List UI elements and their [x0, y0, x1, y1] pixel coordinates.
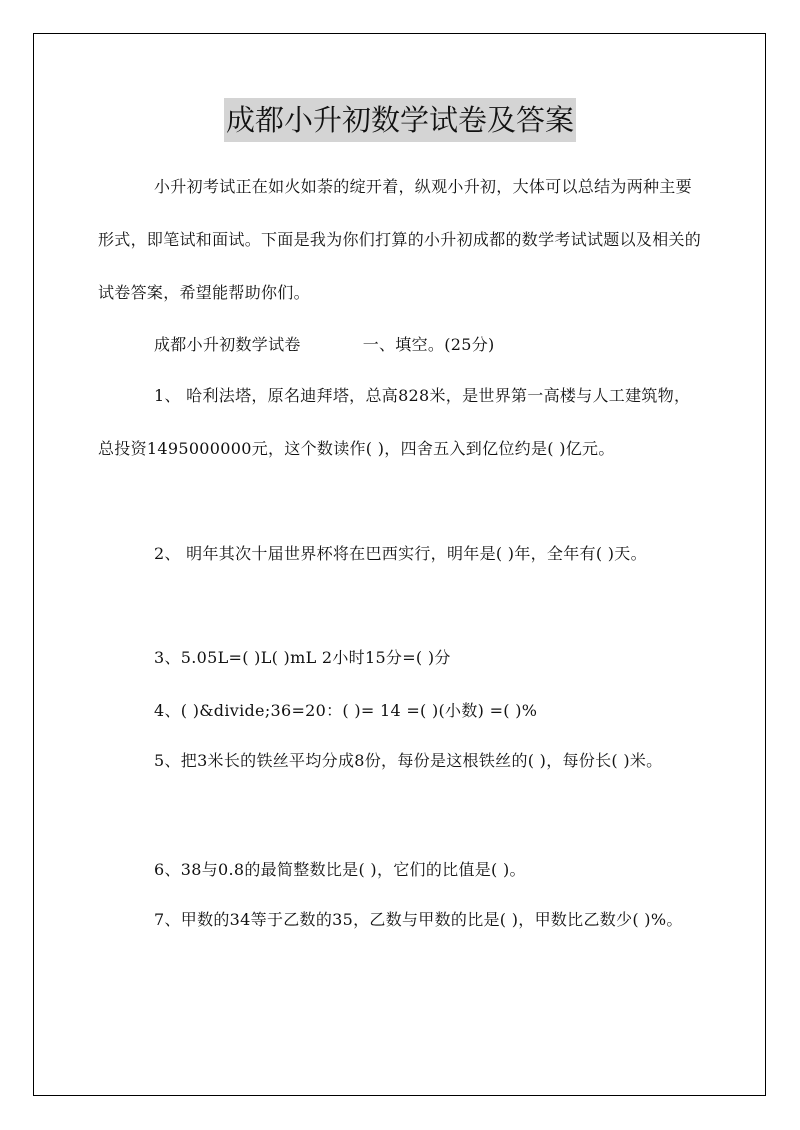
question-4: 4、( )&divide;36=20：( )= 14 =( )(小数) =( )%: [154, 701, 538, 720]
question-5: 5、把3米长的铁丝平均分成8份，每份是这根铁丝的( )，每份长( )米。: [154, 751, 663, 770]
question-3: 3、5.05L=( )L( )mL 2小时15分=( )分: [154, 648, 451, 667]
question-1: 1、 哈利法塔，原名迪拜塔，总高828米，是世界第一高楼与人工建筑物，总投资1495000000元，这个数读作( )，四舍五入到亿位约是( )亿元。: [98, 386, 691, 458]
intro-paragraph: 小升初考试正在如火如荼的绽开着，纵观小升初，大体可以总结为两种主要形式，即笔试和面试。下面是我为你们打算的小升初成都的数学考试试题以及相关的试卷答案，希望能帮助你们。: [98, 177, 702, 302]
question-2: 2、 明年其次十届世界杯将在巴西实行，明年是( )年，全年有( )天。: [154, 544, 647, 563]
paper-name: 成都小升初数学试卷: [154, 335, 301, 354]
question-7: 7、甲数的34等于乙数的35，乙数与甲数的比是( )，甲数比乙数少( )%。: [154, 910, 683, 929]
document-title: 成都小升初数学试卷及答案: [224, 98, 576, 142]
question-6: 6、38与0.8的最简整数比是( )，它们的比值是( )。: [154, 860, 526, 879]
title-container: [0, 98, 800, 142]
section-heading: [98, 335, 702, 355]
part-title: 一、填空。(25分): [362, 335, 495, 354]
